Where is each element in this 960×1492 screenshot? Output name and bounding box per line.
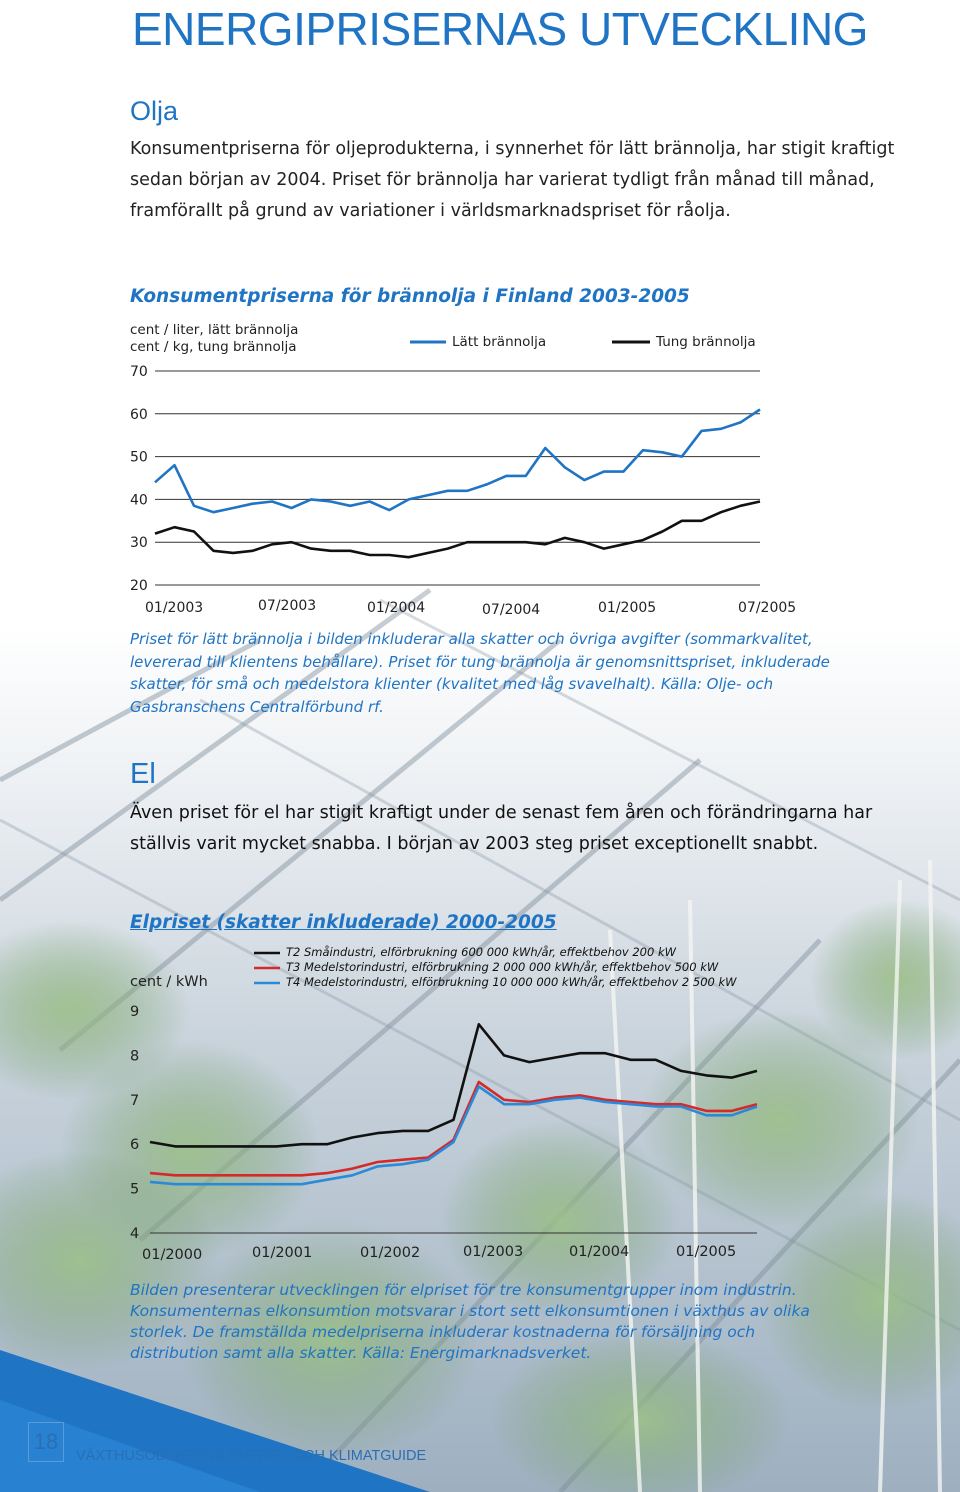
- el-xtick-label: 01/2005: [676, 1244, 737, 1260]
- el-xtick-label: 01/2002: [360, 1245, 421, 1261]
- oil-xtick-label: 01/2004: [367, 600, 426, 616]
- oil-heading: Olja: [130, 96, 179, 126]
- el-ytick-label: 4: [130, 1226, 140, 1242]
- el-ytick-label: 6: [130, 1137, 140, 1154]
- el-series-line-2: [150, 1082, 757, 1175]
- el-xtick-label: 01/2001: [252, 1245, 313, 1261]
- el-xtick-label: 01/2003: [463, 1244, 524, 1260]
- el-legend-t4-label: T4 Medelstorindustri, elförbrukning 10 000 000 kWh/år, effektbehov 2 500 kW: [286, 975, 737, 989]
- oil-ytick-label: 40: [130, 492, 148, 509]
- el-ytick-label: 9: [130, 1004, 140, 1020]
- oil-xtick-label: 07/2003: [258, 598, 317, 614]
- oil-paragraph: Konsumentpriserna för oljeprodukterna, i synnerhet för lätt brännolja, har stigit kraftigt sedan början av 2004. Priset för brännolja har varierat tydligt från månad till månad, framförallt på grund av variationer i världsmarknadspriset för råolja.: [130, 139, 895, 221]
- oil-xtick-label: 07/2005: [738, 600, 797, 616]
- el-ytick-label: 5: [130, 1181, 140, 1198]
- oil-chart-caption: Priset för lätt brännolja i bilden inkluderar alla skatter och övriga avgifter (sommarkvalitet, levererad till klientens behållare). Priset för tung brännolja är genomsnittspriset, inkluderade skatter, för små och medelstora klienter (kvalitet med låg svavelhalt). Källa: Olje- och Gasbranschens Centralförbund rf.: [130, 630, 830, 716]
- el-chart-title: Elpriset (skatter inkluderade) 2000-2005: [130, 912, 557, 933]
- el-chart-ylabel: cent / kWh: [130, 974, 208, 990]
- el-ytick-label: 7: [130, 1092, 140, 1109]
- el-xtick-label: 01/2004: [569, 1244, 630, 1260]
- el-paragraph: Även priset för el har stigit kraftigt under de senast fem åren och förändringarna har ställvis varit mycket snabba. I början av 2003 steg priset exceptionellt snabbt.: [130, 803, 873, 854]
- el-ytick-label: 8: [130, 1048, 140, 1065]
- oil-chart-ylabel-1: cent / liter, lätt brännolja: [130, 322, 299, 338]
- oil-xtick-label: 01/2005: [598, 600, 657, 616]
- oil-legend-heavy-label: Tung brännolja: [656, 334, 756, 350]
- el-series-line-1: [150, 1024, 757, 1146]
- el-xtick-label: 01/2000: [142, 1247, 203, 1263]
- oil-ytick-label: 70: [130, 364, 148, 380]
- oil-xtick-label: 07/2004: [482, 602, 541, 618]
- oil-chart-title: Konsumentpriserna för brännolja i Finland 2003-2005: [130, 286, 690, 307]
- oil-ytick-label: 30: [130, 535, 148, 552]
- oil-legend-light-label: Lätt brännolja: [452, 334, 547, 350]
- oil-chart-ylabel-2: cent / kg, tung brännolja: [130, 339, 297, 355]
- el-legend-t2-label: T2 Småindustri, elförbrukning 600 000 kWh/år, effektbehov 200 kW: [286, 945, 676, 959]
- el-heading: El: [130, 758, 156, 790]
- oil-xtick-label: 01/2003: [145, 600, 204, 616]
- oil-ytick-label: 50: [130, 449, 148, 466]
- el-series-line-3: [150, 1087, 757, 1185]
- footer-title: VÄXTHUSODLARENS ENERGI- OCH KLIMATGUIDE: [76, 1448, 427, 1464]
- oil-ytick-label: 20: [130, 578, 148, 594]
- page-number: 18: [28, 1422, 64, 1462]
- el-legend-t3-label: T3 Medelstorindustri, elförbrukning 2 000 000 kWh/år, effektbehov 500 kW: [286, 960, 719, 974]
- el-chart-caption: Bilden presenterar utvecklingen för elpriset för tre konsumentgrupper inom industrin. Konsumenternas elkonsumtion motsvarar i stort sett elkonsumtionen i växthus av olika storlek. De framställda medelpriserna inkluderar kostnaderna för försäljning och distribution samt alla skatter. Källa: Energimarknadsverket.: [130, 1281, 810, 1362]
- oil-ytick-label: 60: [130, 406, 148, 423]
- page-title: ENERGIPRISERNAS UTVECKLING: [132, 3, 868, 55]
